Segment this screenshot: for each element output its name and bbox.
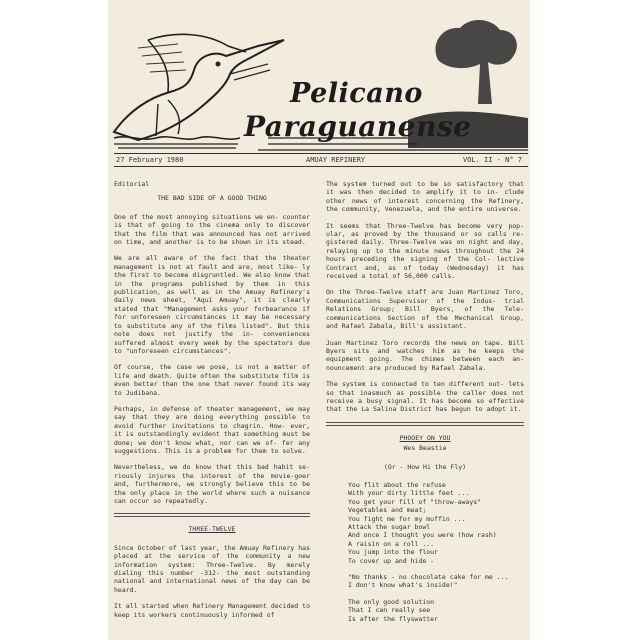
poem-line: Attack the sugar bowl — [348, 523, 431, 531]
poem-line: Is after the flyswatter — [348, 614, 439, 623]
poem-subtitle: (Or - How Hi the Fly) — [383, 462, 467, 471]
editorial-paragraph: One of the most annoying situations we en- counter is that of going to the cinema only to discover that the film that was announced has not arrived on time, and another is to be shown in its stead. — [114, 212, 310, 247]
masthead-title-line1: Pelicano — [290, 78, 423, 109]
poem-line: You jump into the flour — [348, 548, 439, 557]
editorial-paragraph: Perhaps, in defense of theater management, we may say that they are doing everything possible to avoid further invitations to chagrin. How- ever, it is outstandingly evident that something must be done; we don't know what, nor can we of- fer any suggestions. This is a problem for them to solve. — [114, 404, 310, 455]
three-twelve-paragraph: On the Three-Twelve staff are Juan Martinez Toro, Communications Supervisor of the Indus- trial Relations Group; Bill Byers, of the Tele- communications Section of the Mechanical Group, and Rafael Zabala, Bill's assistant. — [326, 288, 524, 331]
section-divider — [114, 513, 310, 514]
left-column — [114, 180, 310, 627]
volume-number: VOL. II - N° 7 — [462, 156, 522, 164]
poem-line: Vegetables and meat; — [348, 506, 427, 515]
section-divider — [326, 425, 524, 426]
poem-line: "No thanks - no chocolate cake for me ... — [348, 573, 509, 582]
issue-date: 27 February 1980 — [116, 156, 184, 164]
poem-line: And once I thought you were (how rash) — [348, 531, 497, 540]
masthead-title-line2: Paraguanense — [244, 110, 472, 143]
poem-line: You flit about the refuse — [348, 480, 446, 489]
three-twelve-paragraph: The system turned out to be so satisfactory that it was then decided to amplify it to in- clude other news of interest concerning the Refinery, the community, Venezuela, and the entire universe. — [326, 180, 524, 214]
poem-line: A raisin on a roll ... — [348, 539, 435, 548]
editorial-kicker: Editorial — [114, 180, 150, 188]
three-twelve-paragraph: The system is connected to ten different out- lets so that inasmuch as possible the caller does not receive a busy signal. It has become so effective that the La Salina District has begun to adopt it. — [326, 380, 524, 414]
three-twelve-paragraph: Juan Martinez Toro records the news on tape. Bill Byers sits and watches him as he keeps the equipment going. The chimes between each an- nouncement are produced by Rafael Zabala. — [326, 338, 524, 372]
editorial-paragraph: We are all aware of the fact that the theater management is not at fault and are, most like- ly the first to become disgruntled. We also know that in the programs published by them in this publication, as well as in the Amuay Refinery's daily news sheet, "Aquí Amuay", it is clearly stated that "Management asks your forbearance if for unforeseen circumstances it may be necessary to substitute any of the films listed". But this note does not justify the in- conveniences suffered almost every week by the spectators due to "unforeseen circumstances". — [114, 254, 310, 355]
poem-stanza — [326, 598, 524, 623]
editorial-paragraph: Nevertheless, we do know that this bad habit se- riously injures the interest of the movie-goer and, furthermore, we strongly believe this to be the only place in the world where such a nuisance can occur so repeatedly. — [114, 463, 310, 505]
masthead — [108, 0, 530, 160]
masthead-rule-bottom — [114, 166, 528, 167]
poem-author: Wes Beastie — [403, 444, 447, 453]
three-twelve-paragraph: Since October of last year, the Amuay Refinery has placed at the service of the community a new information system: Three-Twelve. By merely dialing this number -312- the most outstanding national and international news of the day can be heard. — [114, 543, 310, 594]
poem-line: To cover up and hide - — [348, 556, 435, 565]
section-divider — [326, 422, 524, 423]
editorial-heading: THE BAD SIDE OF A GOOD THING — [157, 194, 267, 203]
publisher-name: AMUAY REFINERY — [306, 156, 366, 164]
poem-line: You fight me for my muffin ... — [348, 514, 466, 523]
editorial-paragraph: Of course, the case we pose, is not a matter of life and death. Quite often the substitute film is even better than the one that never found its way to Judibana. — [114, 363, 310, 397]
three-twelve-paragraph: It seems that Three-Twelve has become very pop- ular, as proved by the thousand or so calls re- gistered daily. Three-Twelve was on night and day, relaying up to the minute news throughout the 24 hours preceding the signing of the Col- lective Contract and, as of today (Wednesday) it has received a total of 56,000 calls. — [326, 221, 524, 281]
three-twelve-heading: THREE-TWELVE — [188, 525, 236, 534]
poem-stanza — [326, 573, 524, 590]
poem-line: You get your fill of "throw-aways" — [348, 497, 482, 506]
poem-line: With your dirty little feet ... — [348, 489, 470, 498]
newspaper-page — [108, 0, 530, 640]
right-column — [326, 180, 524, 631]
three-twelve-paragraph: It all started when Refinery Management decided to keep its workers continuously informed of — [114, 602, 310, 619]
masthead-rule-top — [114, 153, 528, 154]
section-divider — [114, 516, 310, 517]
tree-silhouette — [435, 20, 516, 104]
poem-line: That I can really see — [348, 606, 431, 615]
poem-title: PHOOEY ON YOU — [399, 433, 451, 442]
poem-line: I don't know what's inside!" — [348, 581, 458, 590]
poem-line: The only good solution — [348, 597, 435, 606]
poem-stanza — [326, 481, 524, 565]
